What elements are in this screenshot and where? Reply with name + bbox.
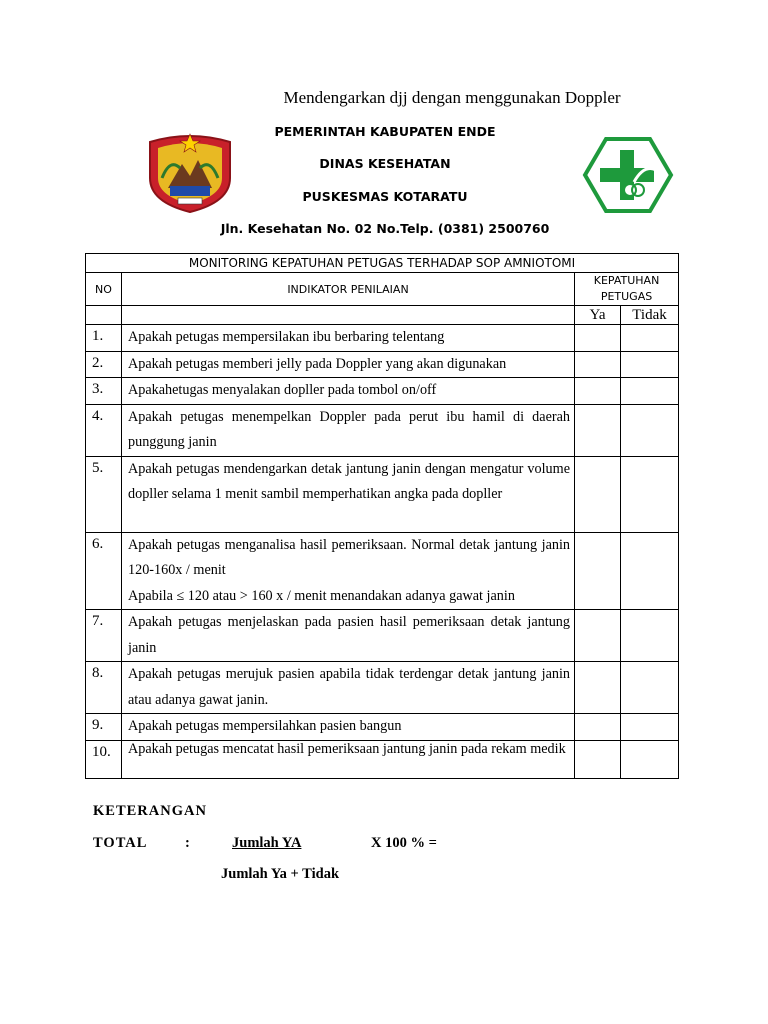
indicator-line: Apakah petugas merujuk pasien apabila tidak terdengar detak jantung janin atau adanya gawat janin. (128, 666, 570, 708)
kop-puskesmas: PUSKESMAS KOTARATU (302, 189, 468, 204)
checkbox-tidak-cell[interactable] (621, 404, 679, 456)
checkbox-tidak-cell[interactable] (621, 456, 679, 532)
row-number: 9. (86, 714, 122, 741)
indicator-line: Apakah petugas menjelaskan pada pasien hasil pemeriksaan detak jantung janin (128, 614, 570, 656)
total-label: TOTAL (93, 835, 148, 851)
empty-cell (86, 306, 122, 325)
row-number: 4. (86, 404, 122, 456)
empty-cell (122, 306, 575, 325)
checkbox-ya-cell[interactable] (575, 325, 621, 352)
sop-monitoring-table (85, 253, 679, 779)
indicator-line: Apakah petugas mencatat hasil pemeriksaan jantung janin pada rekam medik (128, 740, 566, 757)
checkbox-tidak-cell[interactable] (621, 610, 679, 662)
indicator-line: Apakahetugas menyalakan dopller pada tombol on/off (128, 382, 437, 398)
row-number: 5. (86, 456, 122, 532)
checkbox-ya-cell[interactable] (575, 714, 621, 741)
table-row (86, 456, 679, 532)
document-title: Mendengarkan djj dengan menggunakan Doppler (283, 88, 621, 107)
formula-multiplier: X 100 % = (371, 835, 437, 851)
checkbox-tidak-cell[interactable] (621, 351, 679, 378)
col-header-no: NO (86, 273, 122, 306)
indicator-line: Apakah petugas memberi jelly pada Doppler yang akan digunakan (128, 355, 507, 372)
checkbox-ya-cell[interactable] (575, 378, 621, 405)
table-row (86, 740, 679, 778)
row-number: 1. (86, 325, 122, 352)
checkbox-ya-cell[interactable] (575, 740, 621, 778)
indicator-text (122, 662, 575, 714)
indicator-line: Apakah petugas mempersilahkan pasien bangun (128, 718, 402, 734)
indicator-line: Apakah petugas mendengarkan detak jantung janin dengan mengatur volume dopller selama 1 menit sambil memperhatikan angka pada dopller (128, 460, 570, 502)
table-row (86, 532, 679, 610)
checkbox-tidak-cell[interactable] (621, 378, 679, 405)
checkbox-tidak-cell[interactable] (621, 325, 679, 352)
indicator-text (122, 325, 575, 352)
indicator-text (122, 404, 575, 456)
table-row (86, 714, 679, 741)
keterangan-label: KETERANGAN (93, 803, 207, 819)
checkbox-tidak-cell[interactable] (621, 532, 679, 610)
kop-department: DINAS KESEHATAN (319, 156, 451, 171)
row-number: 3. (86, 378, 122, 405)
table-row (86, 662, 679, 714)
checkbox-ya-cell[interactable] (575, 404, 621, 456)
checkbox-ya-cell[interactable] (575, 456, 621, 532)
puskesmas-green-cross-icon (582, 136, 674, 214)
kop-address: Jln. Kesehatan No. 02 No.Telp. (0381) 2500760 (220, 221, 550, 236)
row-number: 7. (86, 610, 122, 662)
checkbox-ya-cell[interactable] (575, 351, 621, 378)
row-number: 6. (86, 532, 122, 610)
table-row (86, 378, 679, 405)
checkbox-ya-cell[interactable] (575, 662, 621, 714)
indicator-text (122, 714, 575, 741)
indicator-line: Apakah petugas mempersilakan ibu berbaring telentang (128, 329, 445, 345)
checkbox-tidak-cell[interactable] (621, 662, 679, 714)
indicator-text (122, 610, 575, 662)
indicator-line: Apakah petugas menempelkan Doppler pada perut ibu hamil di daerah punggung janin (128, 408, 570, 450)
checkbox-tidak-cell[interactable] (621, 740, 679, 778)
col-header-tidak: Tidak (621, 306, 679, 325)
indicator-line: Apakah petugas menganalisa hasil pemeriksaan. Normal detak jantung janin 120-160x / menit (128, 536, 570, 578)
formula-denominator: Jumlah Ya + Tidak (221, 866, 340, 882)
row-number: 2. (86, 351, 122, 378)
total-colon: : (185, 835, 190, 851)
row-number: 10. (86, 740, 122, 778)
indicator-text (122, 532, 575, 610)
col-header-indikator: INDIKATOR PENILAIAN (122, 273, 575, 306)
indicator-text (122, 351, 575, 378)
indicator-text (122, 378, 575, 405)
checkbox-ya-cell[interactable] (575, 532, 621, 610)
col-header-ya: Ya (575, 306, 621, 325)
row-number: 8. (86, 662, 122, 714)
indicator-line: Apabila ≤ 120 atau > 160 x / menit menandakan adanya gawat janin (128, 587, 515, 604)
formula-numerator: Jumlah YA (232, 835, 302, 851)
table-row (86, 610, 679, 662)
checkbox-tidak-cell[interactable] (621, 714, 679, 741)
indicator-text (122, 740, 575, 778)
table-row (86, 404, 679, 456)
table-row (86, 351, 679, 378)
col-header-kepatuhan: KEPATUHAN PETUGAS (575, 273, 679, 306)
table-row (86, 325, 679, 352)
indicator-text (122, 456, 575, 532)
kop-government: PEMERINTAH KABUPATEN ENDE (274, 124, 496, 139)
checkbox-ya-cell[interactable] (575, 610, 621, 662)
table-title: MONITORING KEPATUHAN PETUGAS TERHADAP SOP AMNIOTOMI (86, 254, 679, 273)
